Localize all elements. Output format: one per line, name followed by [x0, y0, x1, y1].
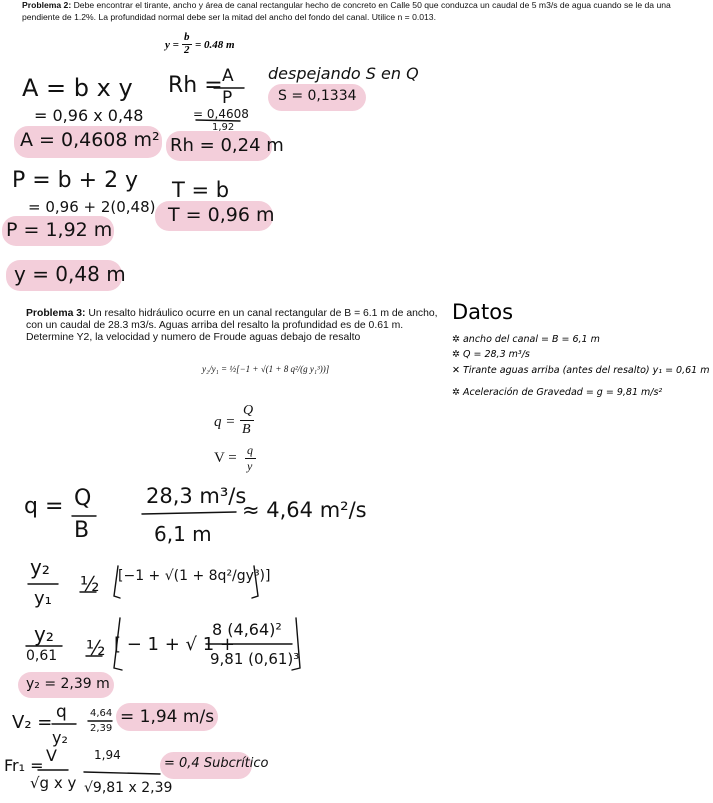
eq-v-num: q: [247, 443, 253, 457]
hw-q-mid-num: 28,3 m³/s: [146, 484, 247, 508]
hw-p-formula: P = b + 2 y: [12, 168, 139, 193]
bracket-sub-right: [292, 618, 300, 670]
hw-a-sub: = 0,96 x 0,48: [34, 106, 144, 125]
hw-y-result: y = 0,48 m: [14, 262, 126, 286]
eq-q-den: B: [242, 422, 251, 437]
hw-fr-den: √g x y: [30, 774, 77, 792]
hw-rh-result: Rh = 0,24 m: [170, 135, 284, 156]
formula-den: 2: [184, 44, 190, 56]
hw-q-num: Q: [74, 486, 92, 511]
hw-ratio-body: [−1 + √(1 + 8q²/gy³)]: [118, 568, 271, 584]
bar-q-mid: [142, 512, 236, 514]
hw-sub-den: 0,61: [26, 648, 58, 664]
problem-2-heading: Problema 2:: [22, 0, 72, 10]
hw-v-num: q: [56, 702, 67, 722]
datos-item-3-text: Tirante aguas arriba (antes del resalto) y₁ = 0,61 m: [462, 365, 710, 376]
hw-ratio-num: y₂: [30, 555, 50, 579]
datos-item-1-text: ancho del canal = B = 6,1 m: [462, 334, 600, 345]
hw-fr-sub-num: 1,94: [94, 748, 121, 762]
hw-a-formula: A = b x y: [22, 74, 133, 102]
formula-num: b: [184, 31, 190, 43]
datos-item-4: ✲ Aceleración de Gravedad = g = 9,81 m/s²: [452, 387, 663, 398]
hw-q-den: B: [74, 518, 90, 543]
bar-fr-sub: [84, 772, 160, 774]
datos-item-4-text: Aceleración de Gravedad = g = 9,81 m/s²: [462, 387, 663, 398]
problem-3-text: Un resalto hidráulico ocurre en un canal rectangular de B = 6.1 m de ancho, con un caudal de 28.3 m3/s. Aguas arriba del resalto la profundidad es de 0.61 m. Determine Y2, la velocidad y numero de Froude aguas debajo de resalto: [26, 308, 438, 344]
hw-sub-num: y₂: [34, 622, 54, 646]
eq-q-num: Q: [243, 403, 254, 418]
hw-v-lhs: V₂ =: [12, 712, 53, 733]
datos-title: Datos: [452, 300, 514, 324]
hw-ratio-den: y₁: [34, 588, 52, 609]
eq-ratio: y₂/y₁ = ½[−1 + √(1 + 8 q²/(g y₁³))]: [202, 364, 330, 374]
hw-rh-sub-num: = 0,4608: [193, 107, 249, 121]
hw-sub-body-den: 9,81 (0,61)³: [210, 650, 300, 668]
bar-rh-sub: [196, 120, 240, 121]
hw-v-result: = 1,94 m/s: [120, 707, 215, 727]
hw-fr-num: V: [46, 746, 57, 765]
hw-p-sub: = 0,96 + 2(0,48): [28, 198, 156, 216]
hw-v-sub-num: 4,64: [90, 708, 113, 719]
hw-fr-sub-den: √9,81 x 2,39: [84, 780, 173, 796]
datos-item-3: ✕ Tirante aguas arriba (antes del resalto) y₁ = 0,61 m: [452, 365, 710, 376]
bracket-sub-left: [114, 618, 122, 670]
hw-sub-half: ½: [86, 636, 106, 660]
hw-v-den: y₂: [52, 728, 68, 747]
hw-rh-den: P: [222, 88, 233, 108]
hw-rh-num: A: [222, 66, 234, 86]
hw-q-lhs: q =: [24, 494, 64, 519]
datos-item-2-text: Q = 28,3 m³/s: [462, 349, 530, 360]
hw-q-result: ≈ 4,64 m²/s: [242, 498, 367, 522]
eq-v-lhs: V =: [214, 450, 237, 466]
eq-v-den: y: [247, 459, 253, 473]
formula-lhs: y =: [165, 39, 179, 51]
hw-fr-result: = 0,4 Subcrítico: [164, 756, 269, 771]
bracket-ratio-left: [114, 566, 120, 598]
datos-item-1: ✲ ancho del canal = B = 6,1 m: [452, 334, 600, 345]
hw-sub-body-num: 8 (4,64)²: [212, 620, 282, 639]
hw-s-result: S = 0,1334: [278, 88, 357, 104]
hw-t-formula: T = b: [172, 178, 230, 202]
hw-rh-label: Rh =: [168, 73, 223, 98]
hw-ratio-half: ½: [80, 572, 100, 596]
hw-q-mid-den: 6,1 m: [154, 522, 212, 546]
formula-rhs: = 0.48 m: [195, 39, 235, 51]
hw-a-result: A = 0,4608 m²: [20, 129, 160, 151]
bracket-ratio-right: [252, 566, 258, 598]
hw-t-result: T = 0,96 m: [168, 204, 275, 226]
eq-q-lhs: q =: [214, 414, 236, 430]
datos-item-2: ✲ Q = 28,3 m³/s: [452, 349, 530, 360]
hw-fr-lhs: Fr₁ =: [4, 756, 44, 775]
hw-p-result: P = 1,92 m: [6, 219, 113, 241]
hw-rh-sub-den: 1,92: [212, 122, 235, 133]
hw-y2-result: y₂ = 2,39 m: [26, 676, 110, 692]
problem-2-text: Debe encontrar el tirante, ancho y área de canal rectangular hecho de concreto en Calle 50 que conduzca un caudal de 5 m3/s de agua cuando se le da una pendiente de 1.2%. La profundidad normal debe ser la mitad del ancho del fondo del canal. Utilice n = 0.013.: [22, 0, 671, 22]
hw-v-sub-den: 2,39: [90, 723, 113, 734]
problem-3-heading: Problema 3:: [26, 308, 86, 319]
hw-despejando: despejando S en Q: [268, 64, 419, 83]
hw-sub-prefix: [ − 1 + √ 1 +: [114, 634, 235, 655]
